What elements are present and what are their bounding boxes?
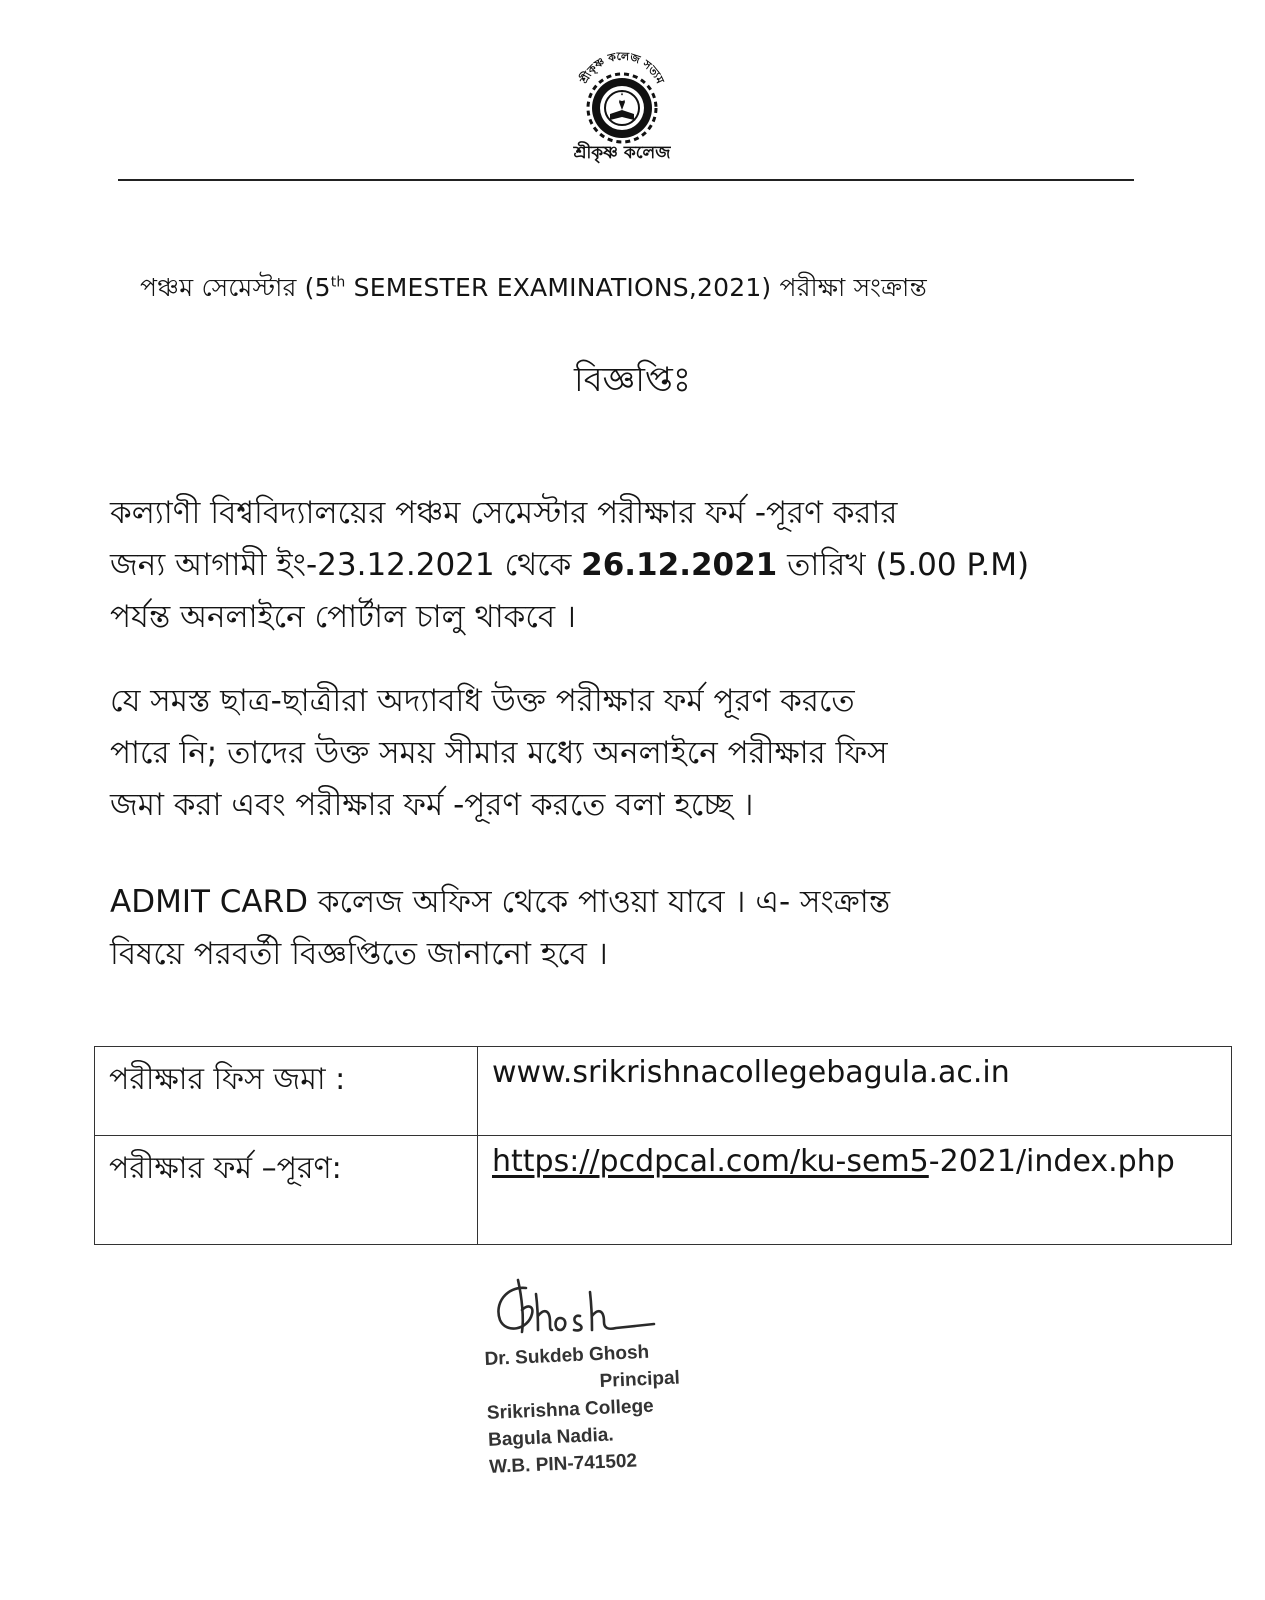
fee-website[interactable]	[478, 1047, 1232, 1136]
paragraph-form-fillup-dates	[110, 487, 1160, 643]
paragraph-line: বিষয়ে পরবর্তী বিজ্ঞপ্তিতে জানানো হবে ।	[110, 936, 608, 972]
logo-motto: শ্রীকৃষ্ণ কলেজ সত্যম	[577, 49, 667, 86]
deadline-date: 26.12.2021	[581, 547, 778, 583]
paragraph-admit-card	[110, 876, 1160, 980]
fee-website-text[interactable]: www.srikrishnacollegebagula.ac.in	[492, 1055, 1010, 1090]
signatory-pin: W.B. PIN-741502	[488, 1450, 638, 1478]
paragraph-line: জমা করা এবং পরীক্ষার ফর্ম -পূরণ করতে বলা হচ্ছে ।	[110, 787, 754, 823]
paragraph-instructions	[110, 675, 1160, 831]
handwritten-signature	[488, 1270, 668, 1350]
notice-subject: পঞ্চম সেমেস্টার (5th SEMESTER EXAMINATIONS,2021) পরীক্ষা সংক্রান্ত	[140, 273, 927, 302]
form-portal-url[interactable]	[478, 1136, 1232, 1245]
paragraph-line: ADMIT CARD কলেজ অফিস থেকে পাওয়া যাবে । এ- সংক্রান্ত	[110, 884, 891, 920]
college-seal-icon	[556, 40, 688, 150]
form-label: পরীক্ষার ফর্ম –পূরণ:	[95, 1136, 478, 1245]
logo-caption: শ্রীকৃষ্ণ কলেজ	[573, 143, 671, 163]
form-portal-link-rest[interactable]: -2021/index.php	[928, 1144, 1175, 1179]
signatory-name: Dr. Sukdeb Ghosh	[484, 1341, 650, 1370]
signatory-college: Srikrishna College	[486, 1395, 655, 1424]
paragraph-line: পর্যন্ত অনলাইনে পোর্টাল চালু থাকবে ।	[110, 599, 577, 635]
signatory-address: Bagula Nadia.	[487, 1424, 615, 1451]
table-row	[95, 1047, 1232, 1136]
signatory-title: Principal	[599, 1367, 681, 1392]
paragraph-line: কল্যাণী বিশ্ববিদ্যালয়ের পঞ্চম সেমেস্টার পরীক্ষার ফর্ম -পূরণ করার	[110, 495, 898, 531]
header-divider	[118, 179, 1134, 181]
paragraph-line: জন্য আগামী ইং-23.12.2021 থেকে 26.12.2021 তারিখ (5.00 P.M)	[110, 547, 1030, 583]
notice-title: বিজ্ঞপ্তিঃ	[574, 360, 691, 400]
signature-icon	[488, 1270, 668, 1350]
signatory-stamp	[484, 1336, 730, 1481]
form-portal-link[interactable]: https://pcdpcal.com/ku-sem5	[492, 1144, 929, 1179]
paragraph-line: যে সমস্ত ছাত্র-ছাত্রীরা অদ্যাবধি উক্ত পরীক্ষার ফর্ম পূরণ করতে	[110, 683, 855, 719]
links-table	[94, 1046, 1232, 1245]
table-row	[95, 1136, 1232, 1245]
paragraph-line: পারে নি; তাদের উক্ত সময় সীমার মধ্যে অনলাইনে পরীক্ষার ফিস	[110, 735, 888, 771]
fee-label: পরীক্ষার ফিস জমা :	[95, 1047, 478, 1136]
